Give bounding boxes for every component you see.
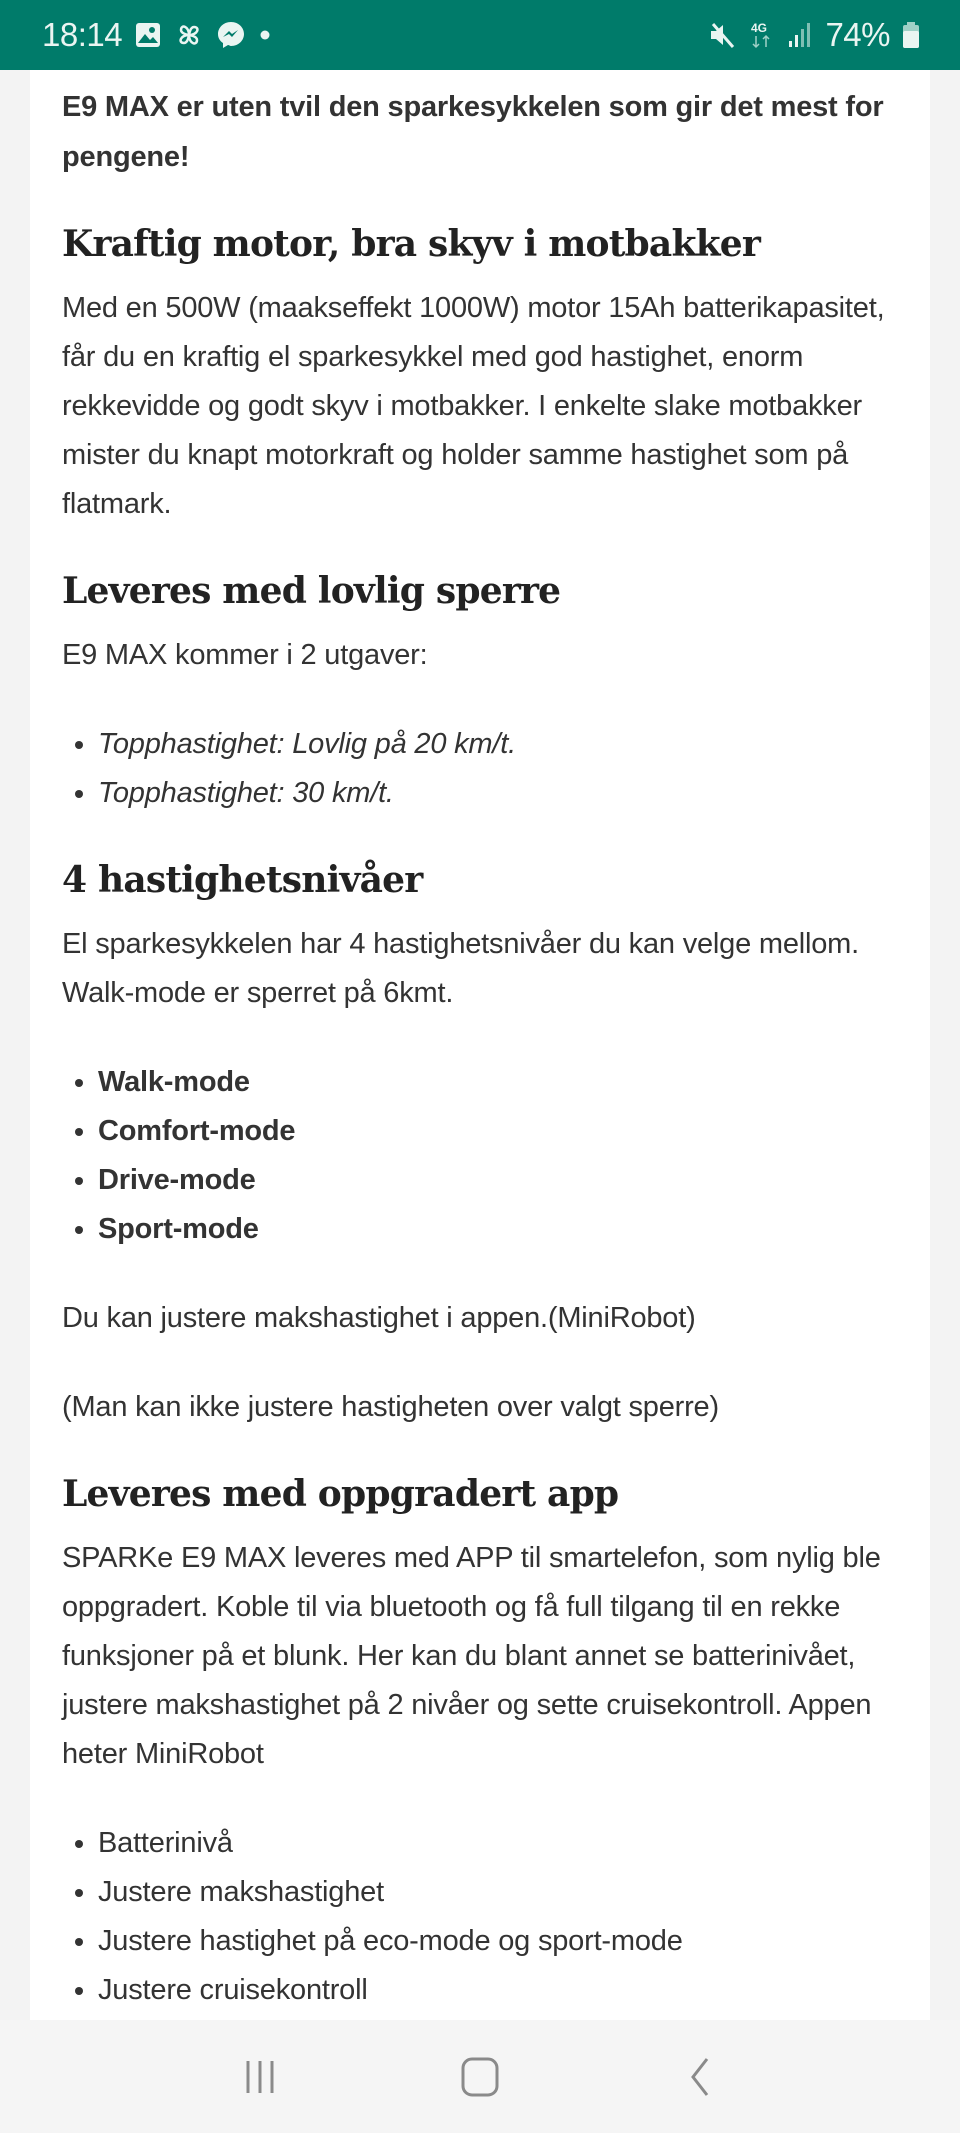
section-paragraph: Med en 500W (maakseffekt 1000W) motor 15Ah batterikapasitet, får du en kraftig el sparkesykkel med god hastighet, enorm rekkevidde og godt skyv i motbakker. I enkelte slake motbakker mister du knapt motorkraft og holder samme hastighet som på flatmark. xyxy=(62,292,885,520)
list-item: • Topphastighet: 30 km/t. xyxy=(98,769,898,818)
back-icon xyxy=(685,2056,715,2098)
article-card xyxy=(30,70,930,2020)
gallery-icon xyxy=(134,21,162,49)
status-bar xyxy=(0,0,960,70)
list-item: • Drive-mode xyxy=(98,1156,898,1205)
signal-icon xyxy=(787,20,813,50)
status-bar-left xyxy=(42,16,272,54)
home-icon xyxy=(460,2056,500,2098)
status-bar-right xyxy=(707,16,920,54)
battery-icon xyxy=(902,20,920,50)
pinwheel-icon xyxy=(174,20,204,50)
recent-apps-button[interactable] xyxy=(220,2037,300,2117)
section-paragraph: (Man kan ikke justere hastigheten over valgt sperre) xyxy=(62,1391,719,1423)
list-item: • Batterinivå xyxy=(98,1819,898,1868)
back-button[interactable] xyxy=(660,2037,740,2117)
list-item: • Comfort-mode xyxy=(98,1107,898,1156)
messenger-icon xyxy=(216,20,246,50)
home-button[interactable] xyxy=(440,2037,520,2117)
mute-icon xyxy=(707,20,737,50)
section-paragraph: E9 MAX kommer i 2 utgaver: xyxy=(62,639,428,671)
section-heading-speed-levels: 4 hastighetsnivåer xyxy=(62,859,423,901)
svg-text:4G: 4G xyxy=(751,21,768,35)
recent-apps-icon xyxy=(240,2057,280,2097)
section-heading-motor: Kraftig motor, bra skyv i motbakker xyxy=(62,223,761,265)
section-heading-app: Leveres med oppgradert app xyxy=(62,1473,619,1515)
section-paragraph: SPARKe E9 MAX leveres med APP til smartelefon, som nylig ble oppgradert. Koble til via bluetooth og få full tilgang til en rekke funksjoner på et blunk. Her kan du blant annet se batterinivået, justere makshastighet på 2 nivåer og sette cruisekontroll. Appen heter MiniRobot xyxy=(62,1542,881,1770)
4g-data-icon xyxy=(749,19,775,51)
system-nav-bar xyxy=(0,2020,960,2133)
battery-percent: 74% xyxy=(825,16,890,53)
dot-icon xyxy=(258,28,272,42)
list-item: • Justere hastighet på eco-mode og sport-mode xyxy=(98,1917,898,1966)
speed-modes-list xyxy=(62,1058,898,1254)
list-item: • Justere makshastighet xyxy=(98,1868,898,1917)
clock: 18:14 xyxy=(42,16,123,53)
list-item: • Walk-mode xyxy=(98,1058,898,1107)
app-features-list xyxy=(62,1819,898,2015)
article xyxy=(30,70,930,2015)
section-paragraph: El sparkesykkelen har 4 hastighetsnivåer du kan velge mellom. Walk-mode er sperret på 6kmt. xyxy=(62,928,859,1009)
section-heading-sperre: Leveres med lovlig sperre xyxy=(62,570,561,612)
list-item: • Justere cruisekontroll xyxy=(98,1966,898,2015)
top-speed-list xyxy=(62,720,898,818)
article-lead: E9 MAX er uten tvil den sparkesykkelen som gir det mest for pengene! xyxy=(62,91,884,173)
list-item: • Topphastighet: Lovlig på 20 km/t. xyxy=(98,720,898,769)
list-item: • Sport-mode xyxy=(98,1205,898,1254)
section-paragraph: Du kan justere makshastighet i appen.(MiniRobot) xyxy=(62,1302,696,1334)
